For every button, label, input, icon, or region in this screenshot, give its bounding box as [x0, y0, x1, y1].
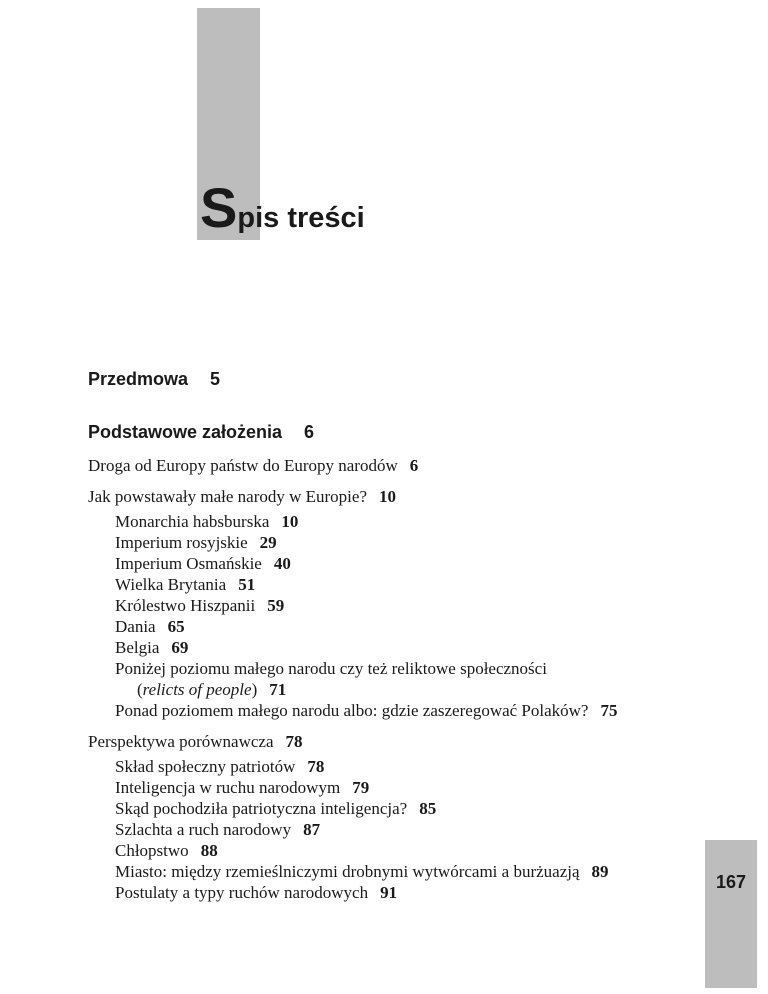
entry-page: 89: [591, 862, 609, 881]
toc-subentry: [115, 820, 320, 839]
entry-text: Perspektywa porównawcza: [88, 732, 274, 751]
entry-page: 87: [303, 820, 321, 839]
toc-entry: [88, 487, 396, 506]
section-label: Przedmowa: [88, 369, 189, 389]
paren-open: (: [137, 680, 143, 699]
entry-text: Chłopstwo: [115, 841, 189, 860]
entry-page: 59: [267, 596, 285, 615]
toc-subentry: [115, 799, 436, 818]
entry-text: Skąd pochodziła patriotyczna inteligencja?: [115, 799, 408, 818]
section-page: 5: [210, 369, 221, 389]
toc-entry: [88, 732, 303, 751]
entry-text: Inteligencja w ruchu narodowym: [115, 778, 341, 797]
entry-page: 78: [307, 757, 325, 776]
toc-subentry: [115, 554, 291, 573]
section-label: Podstawowe założenia: [88, 422, 283, 442]
entry-text: Dania: [115, 617, 156, 636]
entry-text: Wielka Brytania: [115, 575, 227, 594]
entry-page: 29: [259, 533, 277, 552]
decorative-bar-side: [705, 840, 757, 988]
entry-page: 6: [409, 456, 419, 475]
entry-page: 10: [379, 487, 396, 506]
entry-page: 88: [200, 841, 218, 860]
toc-subentry: [115, 533, 277, 552]
title-initial: S: [200, 176, 238, 239]
entry-text: Ponad poziomem małego narodu albo: gdzie zaszeregować Polaków?: [115, 701, 589, 720]
toc-subentry: [115, 659, 547, 678]
toc-subentry-continuation: [137, 680, 286, 699]
entry-text: Belgia: [115, 638, 160, 657]
page-number: 167: [715, 872, 747, 892]
entry-page: 69: [171, 638, 189, 657]
entry-text: Skład społeczny patriotów: [115, 757, 296, 776]
toc-entry: [88, 456, 418, 475]
toc-subentry: [115, 617, 185, 636]
toc-section: [88, 369, 220, 390]
entry-text: Królestwo Hiszpanii: [115, 596, 256, 615]
entry-text: Poniżej poziomu małego narodu czy też reliktowe społeczności: [115, 659, 547, 678]
entry-text: Szlachta a ruch narodowy: [115, 820, 292, 839]
entry-text: Droga od Europy państw do Europy narodów: [88, 456, 398, 475]
entry-page: 10: [281, 512, 299, 531]
entry-page: 51: [238, 575, 256, 594]
toc-subentry: [115, 883, 397, 902]
toc-subentry: [115, 596, 284, 615]
entry-page: 79: [352, 778, 370, 797]
toc-subentry: [115, 638, 188, 657]
paren-close: ): [251, 680, 258, 699]
toc-subentry: [115, 575, 255, 594]
entry-page: 75: [600, 701, 618, 720]
entry-page: 91: [380, 883, 398, 902]
toc-subentry: [115, 841, 218, 860]
toc-subentry: [115, 512, 298, 531]
toc-subentry: [115, 778, 369, 797]
entry-page: 40: [273, 554, 291, 573]
entry-text: Monarchia habsburska: [115, 512, 270, 531]
entry-page: 85: [419, 799, 437, 818]
entry-page: 78: [285, 732, 303, 751]
entry-text: Miasto: między rzemieślniczymi drobnymi wytwórcami a burżuazją: [115, 862, 580, 881]
entry-text: Imperium rosyjskie: [115, 533, 248, 552]
entry-page: 65: [167, 617, 185, 636]
page-title: [200, 176, 365, 239]
toc-subentry: [115, 701, 617, 720]
entry-italic-text: relicts of people: [142, 680, 252, 699]
toc-subentry: [115, 757, 324, 776]
section-page: 6: [304, 422, 315, 442]
entry-page: 71: [269, 680, 287, 699]
toc-section: [88, 422, 314, 443]
entry-text: Jak powstawały małe narody w Europie?: [88, 487, 367, 506]
title-rest: pis treści: [237, 202, 365, 234]
entry-text: Postulaty a typy ruchów narodowych: [115, 883, 369, 902]
entry-text: Imperium Osmańskie: [115, 554, 262, 573]
toc-subentry: [115, 862, 609, 881]
